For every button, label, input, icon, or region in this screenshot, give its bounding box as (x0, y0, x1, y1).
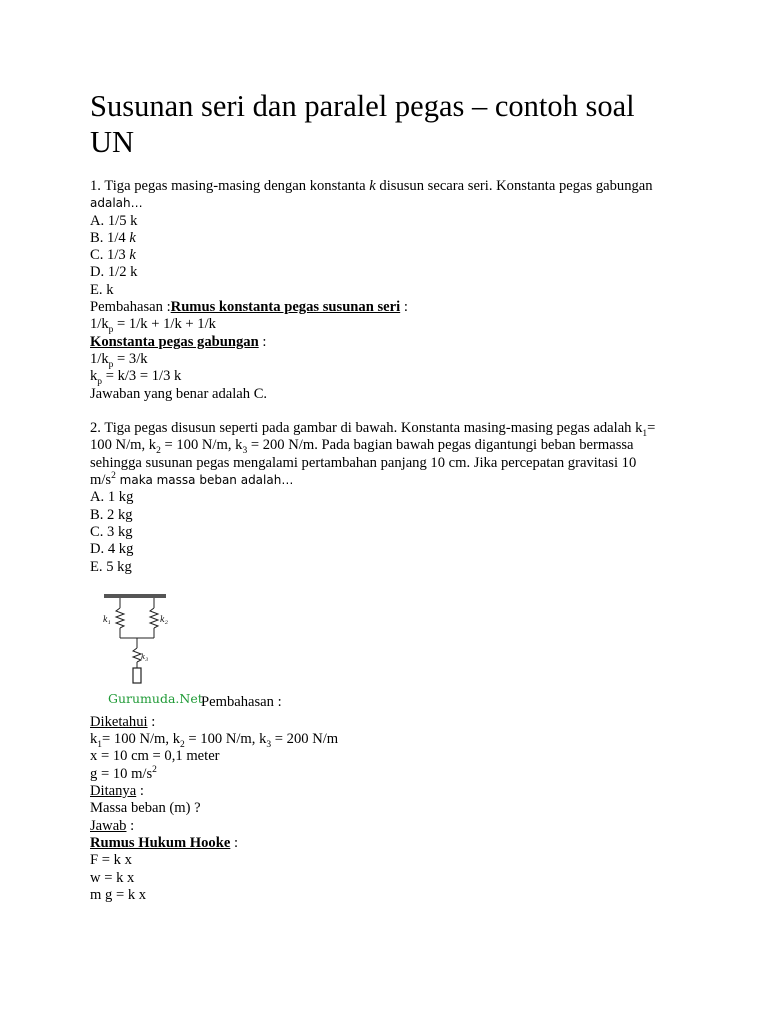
asked: Massa beban (m) ? (90, 800, 201, 817)
q1-pembahasan: Pembahasan :Rumus konstanta pegas susunan seri : (90, 299, 408, 316)
spring-k2 (150, 608, 158, 628)
q2-text-line2: 100 N/m, $k_2 = 100$ N/m, $k_3 = 200$ N/m. Pada bagian bawah pegas digantungi beban bermassa (90, 437, 634, 457)
q1-equation-2: $1/k_p = 3/k$ (90, 350, 148, 370)
q1-equation-3: $k_p = k/3 = 1/3$ k (90, 368, 182, 388)
figure-credit: Gurumuda.Net (108, 690, 203, 706)
spacer (90, 403, 690, 420)
q2-option-c: C. 3 kg (90, 523, 133, 540)
jawab: Jawab : (90, 817, 135, 834)
q1-equation-1: $1/k_p = 1/k + 1/k + 1/k$ (90, 316, 216, 336)
q1-gabungan: Konstanta pegas gabungan : (90, 333, 267, 350)
diketahui: Diketahui : (90, 713, 156, 730)
given-g: g = 10 $m/s^2$ (90, 764, 157, 782)
label-k3: $k_3$ (141, 652, 149, 663)
q2-text-line1: 2. Tiga pegas disusun seperti pada gambar di bawah. Konstanta masing-masing pegas adalah $k_1=$ (90, 420, 656, 440)
label-k1: $k_1$ (103, 614, 112, 626)
ditanya: Ditanya : (90, 783, 144, 800)
hanging-mass (133, 668, 141, 683)
spring-k1 (116, 608, 124, 628)
formula-1: F = k x (90, 852, 132, 869)
formula-2: w = k x (90, 869, 135, 886)
q1-rumus-heading: Rumus konstanta pegas susunan seri (170, 299, 401, 316)
hooke-heading: Rumus Hukum Hooke : (90, 834, 239, 851)
q2-text-line3: sehingga susunan pegas mengalami pertambahan panjang 10 cm. Jika percepatan gravitasi 10 (90, 454, 637, 471)
q1-option-d: D. 1/2 k (90, 264, 138, 281)
spring-diagram-svg (94, 590, 204, 690)
q1-text-line2: adalah… (90, 196, 143, 211)
given-x: x = 10 cm = 0,1 meter (90, 748, 220, 765)
given-constants: $k_1= 100$ N/m, $k_2 = 100$ N/m, $k_3 = 200$ N/m (90, 731, 339, 751)
q1-option-b: B. 1/4 k (90, 229, 136, 246)
page-title: Susunan seri dan paralel pegas – contoh soal UN (90, 89, 635, 159)
q1-option-e: E. k (90, 281, 114, 298)
q1-option-a: A. 1/5 k (90, 212, 138, 229)
q1-option-c: C. 1/3 k (90, 247, 136, 264)
q1-text-line1: 1. Tiga pegas masing-masing dengan konstanta k disusun secara seri. Konstanta pegas gabungan (90, 178, 653, 194)
spring-figure-row (90, 590, 690, 714)
q2-option-d: D. 4 kg (90, 541, 134, 558)
q2-option-a: A. 1 kg (90, 489, 134, 506)
q1-answer: Jawaban yang benar adalah C. (90, 385, 268, 402)
q2-option-b: B. 2 kg (90, 506, 133, 523)
q2-option-e: E. 5 kg (90, 558, 132, 575)
q1-gabungan-heading: Konstanta pegas gabungan (90, 333, 259, 350)
spring-k3 (133, 648, 141, 662)
document-page (90, 88, 690, 904)
ceiling-bar (104, 594, 166, 598)
formula-3: m g = k x (90, 886, 147, 903)
q2-pembahasan-label: Pembahasan : (201, 693, 282, 710)
q2-text-line4: $m/s^2$ maka massa beban adalah… (90, 471, 294, 489)
label-k2: $k_2$ (160, 614, 169, 626)
